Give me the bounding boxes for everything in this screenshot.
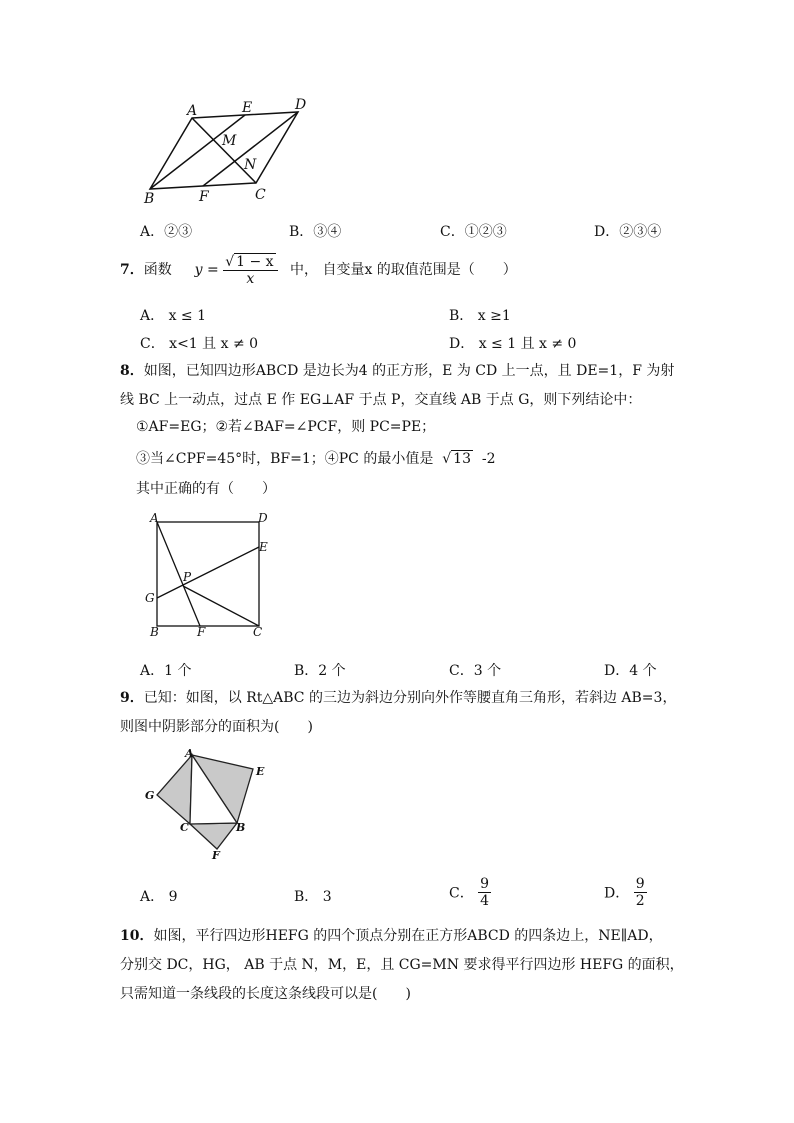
q7-suffix: 中， 自变量x 的取值范围是（ ） [290,262,517,278]
q8-square-abcd [157,522,259,626]
q8-label-b: B [150,625,159,639]
q6-label-m: M [222,133,237,149]
q8-label-d: D [258,511,268,525]
q7-option-c: C． x<1 且 x ≠ 0 [140,336,259,352]
q6-option-a: A．②③ [140,224,193,240]
q6-line-ac [192,118,256,183]
q8-label-e: E [259,540,268,554]
q8-figure [140,510,280,642]
q6-line-fd [203,112,298,186]
q8-label-p: P [183,570,192,584]
q8-label-c: C [253,625,263,639]
q9-label-a: A [185,747,194,760]
q9-label-e: E [256,765,265,778]
q9-label-f: F [212,849,220,860]
q7-stem [120,253,517,287]
q7-fraction: $\frac{√ 1 - x}{x}$ [223,254,277,287]
q9-option-d: D． $\frac{9}{2}$ [604,876,645,909]
q6-label-f: F [199,189,209,205]
q8-option-c: C．3 个 [449,663,502,679]
q6-option-b: B．③④ [289,224,342,240]
q9-triangle-agc [157,755,192,824]
q7-option-a: A． x ≤ 1 [140,308,207,324]
q7-number: 7． [120,262,144,278]
q8-option-d: D．4 个 [604,663,657,679]
q8-label-a: A [150,511,159,525]
q8-line-af [157,522,200,626]
q9-figure [140,745,270,860]
q7-radicand: 1 − x [236,253,274,270]
q10-line-3: 只需知道一条线段的长度这条线段可以是( ) [120,986,411,1002]
q7-option-b: B． x ≥1 [449,308,511,324]
q9-option-a: A． 9 [140,889,178,905]
q8-label-f: F [197,625,206,639]
q9-label-b: B [236,821,246,834]
q7-option-d: D． x ≤ 1 且 x ≠ 0 [449,336,577,352]
q6-label-a: A [187,103,198,119]
q8-label-g: G [145,591,155,605]
q8-option-a: A．1 个 [140,663,192,679]
q6-label-c: C [255,187,266,203]
q9-option-c-fraction: $\frac{9}{4}$ [480,876,490,909]
q6-option-d: D．②③④ [594,224,662,240]
q6-line-be [150,115,245,189]
q6-option-c: C．①②③ [440,224,507,240]
q8-line-1: 8．如图，已知四边形ABCD 是边长为4 的正方形，E 为 CD 上一点，且 DE=1，F 为射 [120,363,675,379]
q6-label-e: E [242,100,253,116]
q9-line-2: 则图中阴影部分的面积为( ) [120,719,313,735]
q9-label-c: C [180,821,189,834]
q7-denominator: x [246,270,255,287]
q8-line-eg [157,547,259,598]
q10-line-1: 10．如图，平行四边形HEFG 的四个顶点分别在正方形ABCD 的四条边上，NE∥AD， [120,928,663,944]
q9-label-g: G [145,789,155,802]
q9-triangle-cfb [190,823,237,849]
q9-option-b: B． 3 [294,889,332,905]
q7-y-eq: y = [194,262,219,278]
q8-line-2: 线 BC 上一动点，过点 E 作 EG⊥AF 于点 P，交直线 AB 于点 G，则下列结论中： [120,392,642,408]
q6-label-b: B [144,191,155,205]
q6-figure [135,95,320,205]
q8-line-4: ③当∠CPF=45°时，BF=1；④PC 的最小值是 √ 13 -2 [136,451,496,467]
q6-label-d: D [295,97,307,113]
q7-prefix: 函数 [143,262,172,278]
q8-line-3: ①AF=EG；②若∠BAF=∠PCF，则 PC=PE； [136,419,436,435]
q10-line-2: 分别交 DC，HG， AB 于点 N，M，E，且 CG=MN 要求得平行四边形 HEFG 的面积， [120,957,684,973]
q6-label-n: N [244,157,257,173]
q9-line-1: 9．已知：如图，以 Rt△ABC 的三边为斜边分别向外作等腰直角三角形，若斜边 AB=3， [120,690,677,706]
q9-option-d-fraction: $\frac{9}{2}$ [635,876,645,909]
q8-line-pc [183,586,259,626]
q8-option-b: B．2 个 [294,663,346,679]
q9-option-c: C． $\frac{9}{4}$ [449,876,490,909]
q8-line-5: 其中正确的有（ ） [136,481,276,497]
q8-sqrt-value: 13 [453,451,471,467]
